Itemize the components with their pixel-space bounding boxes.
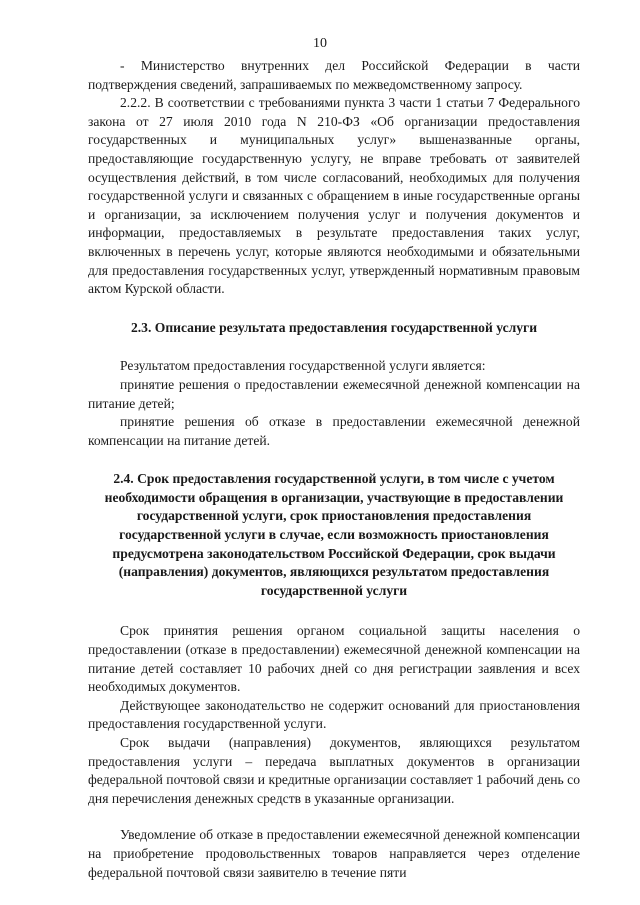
paragraph-refusal-notice: Уведомление об отказе в предоставлении ежемесячной денежной компенсации на приобретение продовольственных товаров направляется через отделение федеральной почтовой связи заявителю в течение пяти: [88, 827, 580, 880]
spacer: [88, 450, 580, 470]
paragraph-2-2-2: 2.2.2. В соответствии с требованиями пункта 3 части 1 статьи 7 Федерального закона от 27 июля 2010 года N 210-ФЗ «Об организации предоставления государственных и муниципальных услуг» вышеназванные органы, предоставляющие государственную услугу, не вправе требовать от заявителей осуществления действий, в том числе согласований, необходимых для получения государственной услуги и связанных с обращением в иные государственные органы и организации, за исключением получения услуг и получения документов и информации, предоставляемых в результате предоставления таких услуг, включенных в перечень услуг, которые являются необходимыми и обязательными для предоставления государственных услуг, утвержденный нормативным правовым актом Курской области.: [88, 95, 580, 297]
page-number: 10: [313, 36, 327, 51]
paragraph-issuance-term: Срок выдачи (направления) документов, являющихся результатом предоставления услуги – передача выплатных документов в организации федеральной почтовой связи и кредитные организации составляет 1 рабочий день со дня перечисления денежных средств в указанные организации.: [88, 735, 580, 806]
spacer: [88, 299, 580, 319]
spacer: [88, 808, 580, 826]
paragraph-decision-term: Срок принятия решения органом социальной защиты населения о предоставлении (отказе в предоставлении) ежемесячной денежной компенсации на питание детей составляет 10 рабочих дней со дня регистрации заявления и всех необходимых документов.: [88, 623, 580, 695]
heading-2-3: 2.3. Описание результата предоставления государственной услуги: [130, 319, 538, 335]
spacer: [88, 337, 580, 357]
heading-2-4: 2.4. Срок предоставления государственной услуги, в том числе с учетом необходимости обращения в организации, участвующие в предоставлении государственной услуги, срок приостановления предоставления государственной услуги в случае, если возможность приостановления предусмотрена законодательством Российской Федерации, срок выдачи (направления) документов, являющихся результатом предоставления государственной услуги: [104, 471, 564, 598]
paragraph-no-suspension: Действующее законодательство не содержит оснований для приостановления предоставления государственной услуги.: [88, 697, 580, 732]
paragraph-result-grant: принятие решения о предоставлении ежемесячной денежной компенсации на питание детей;: [88, 376, 580, 411]
document-body: [88, 57, 580, 882]
paragraph-result-refusal: принятие решения об отказе в предоставлении ежемесячной денежной компенсации на питание детей.: [88, 414, 580, 448]
paragraph-mvd: - Министерство внутренних дел Российской Федерации в части подтверждения сведений, запрашиваемых по межведомственному запросу.: [88, 58, 580, 92]
spacer: [88, 600, 580, 622]
paragraph-result-intro: Результатом предоставления государственной услуги является:: [120, 358, 486, 374]
